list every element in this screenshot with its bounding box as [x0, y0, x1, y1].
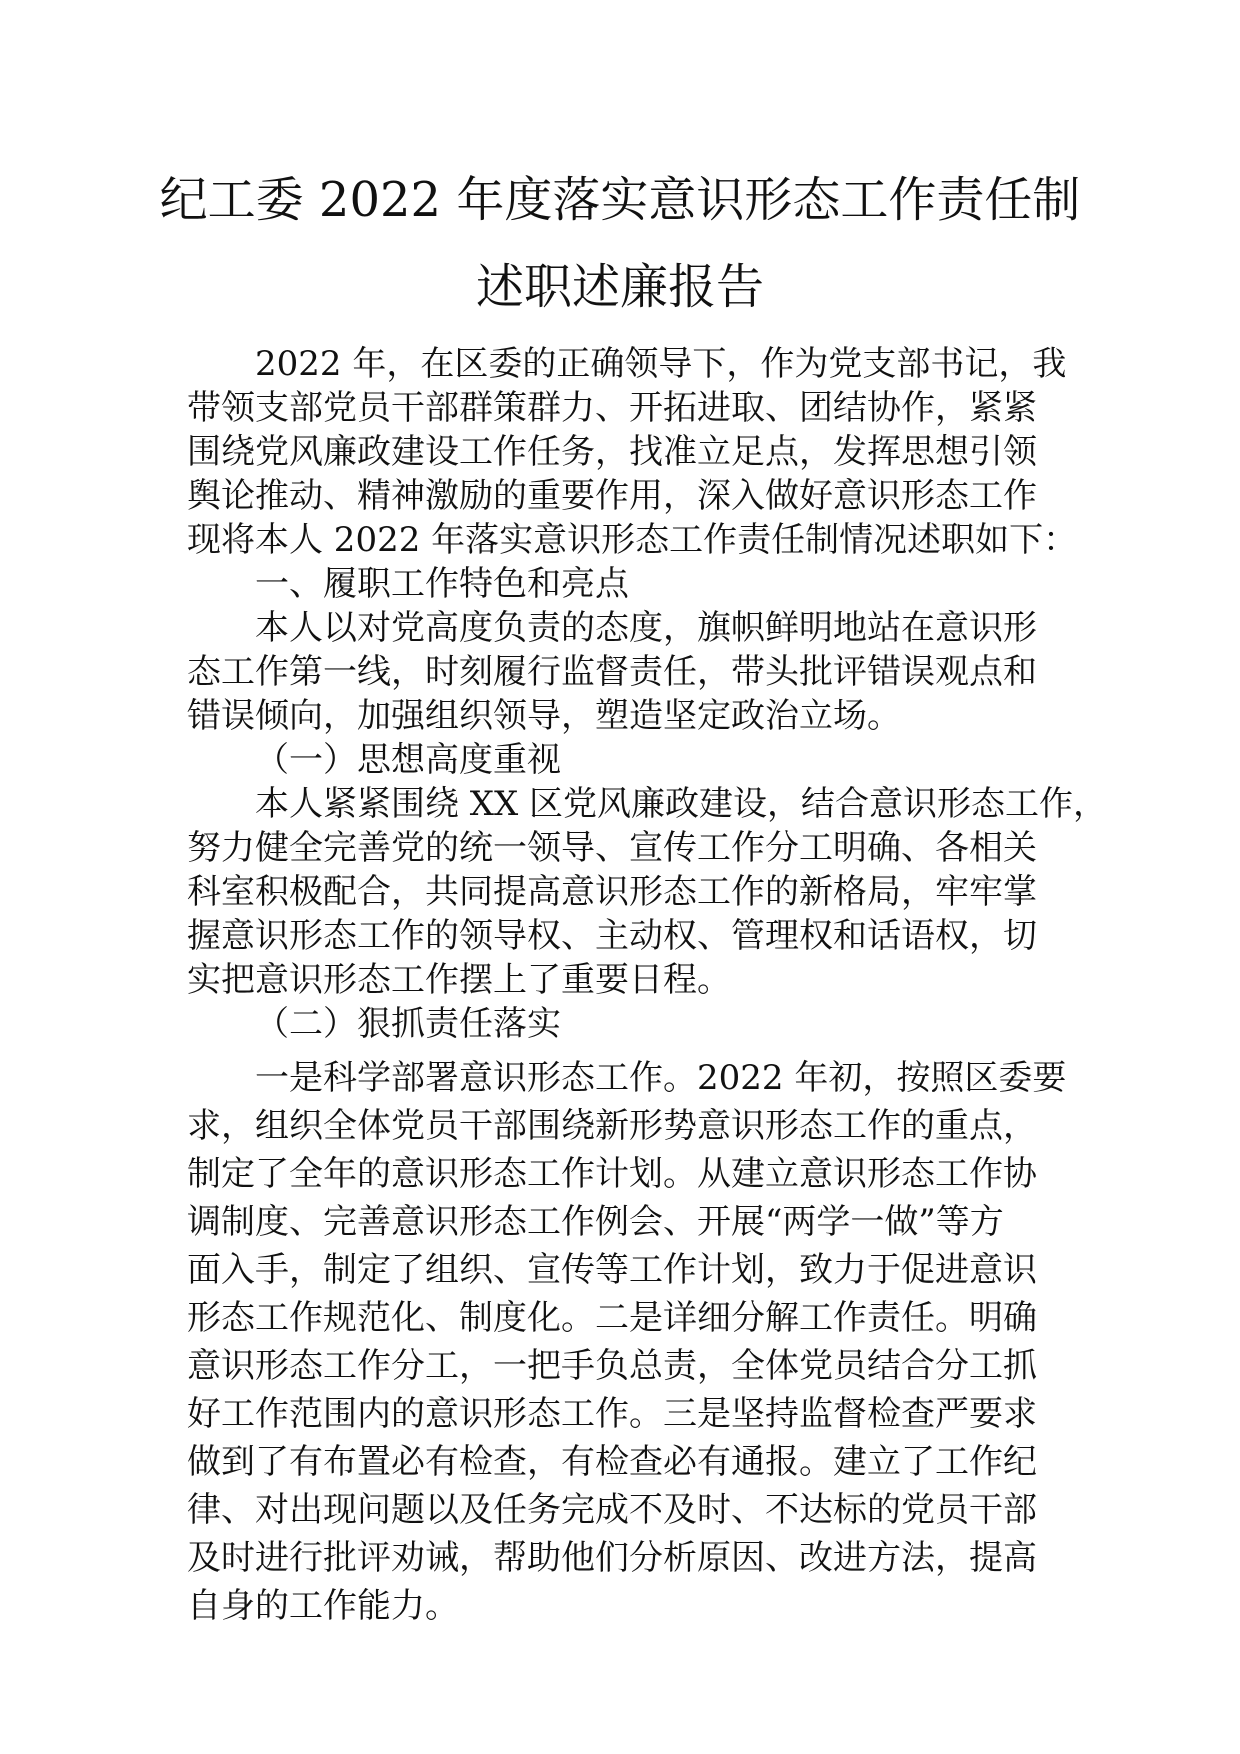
paragraph-line: 自身的工作能力。	[187, 1586, 459, 1626]
paragraph-line: 及时进行批评劝诫，帮助他们分析原因、改进方法，提高	[187, 1538, 1037, 1578]
paragraph-line: 努力健全完善党的统一领导、宣传工作分工明确、各相关	[187, 828, 1037, 868]
subsection-heading: （一）思想高度重视	[255, 740, 561, 780]
paragraph-line: 一是科学部署意识形态工作。2022 年初，按照区委要	[255, 1058, 1067, 1098]
paragraph-line: 态工作第一线，时刻履行监督责任，带头批评错误观点和	[187, 652, 1037, 692]
paragraph-line: 本人以对党高度负责的态度，旗帜鲜明地站在意识形	[255, 608, 1037, 648]
subsection-heading: （二）狠抓责任落实	[255, 1004, 561, 1044]
paragraph-line: 舆论推动、精神激励的重要作用，深入做好意识形态工作	[187, 476, 1037, 516]
paragraph-line: 现将本人 2022 年落实意识形态工作责任制情况述职如下：	[187, 520, 1078, 560]
paragraph-line: 做到了有布置必有检查，有检查必有通报。建立了工作纪	[187, 1442, 1037, 1482]
paragraph-line: 调制度、完善意识形态工作例会、开展“两学一做”等方	[187, 1202, 1004, 1242]
paragraph-line: 围绕党风廉政建设工作任务，找准立足点，发挥思想引领	[187, 432, 1037, 472]
paragraph-line: 2022 年，在区委的正确领导下，作为党支部书记，我	[255, 344, 1067, 384]
paragraph-line: 实把意识形态工作摆上了重要日程。	[187, 960, 731, 1000]
paragraph-line: 形态工作规范化、制度化。二是详细分解工作责任。明确	[187, 1298, 1037, 1338]
paragraph-line: 带领支部党员干部群策群力、开拓进取、团结协作，紧紧	[187, 388, 1037, 428]
document-title-line-1: 纪工委 2022 年度落实意识形态工作责任制	[159, 172, 1081, 228]
paragraph-line: 制定了全年的意识形态工作计划。从建立意识形态工作协	[187, 1154, 1037, 1194]
document-title-line-2: 述职述廉报告	[475, 259, 764, 315]
paragraph-line: 面入手，制定了组织、宣传等工作计划，致力于促进意识	[187, 1250, 1037, 1290]
section-heading: 一、履职工作特色和亮点	[255, 564, 629, 604]
paragraph-line: 本人紧紧围绕 XX 区党风廉政建设，结合意识形态工作，	[255, 784, 1108, 824]
paragraph-line: 求，组织全体党员干部围绕新形势意识形态工作的重点，	[187, 1106, 1037, 1146]
paragraph-line: 好工作范围内的意识形态工作。三是坚持监督检查严要求	[187, 1394, 1037, 1434]
paragraph-line: 握意识形态工作的领导权、主动权、管理权和话语权，切	[187, 916, 1037, 956]
paragraph-line: 律、对出现问题以及任务完成不及时、不达标的党员干部	[187, 1490, 1037, 1530]
paragraph-line: 意识形态工作分工，一把手负总责，全体党员结合分工抓	[187, 1346, 1037, 1386]
paragraph-line: 科室积极配合，共同提高意识形态工作的新格局，牢牢掌	[187, 872, 1037, 912]
paragraph-line: 错误倾向，加强组织领导，塑造坚定政治立场。	[187, 696, 901, 736]
